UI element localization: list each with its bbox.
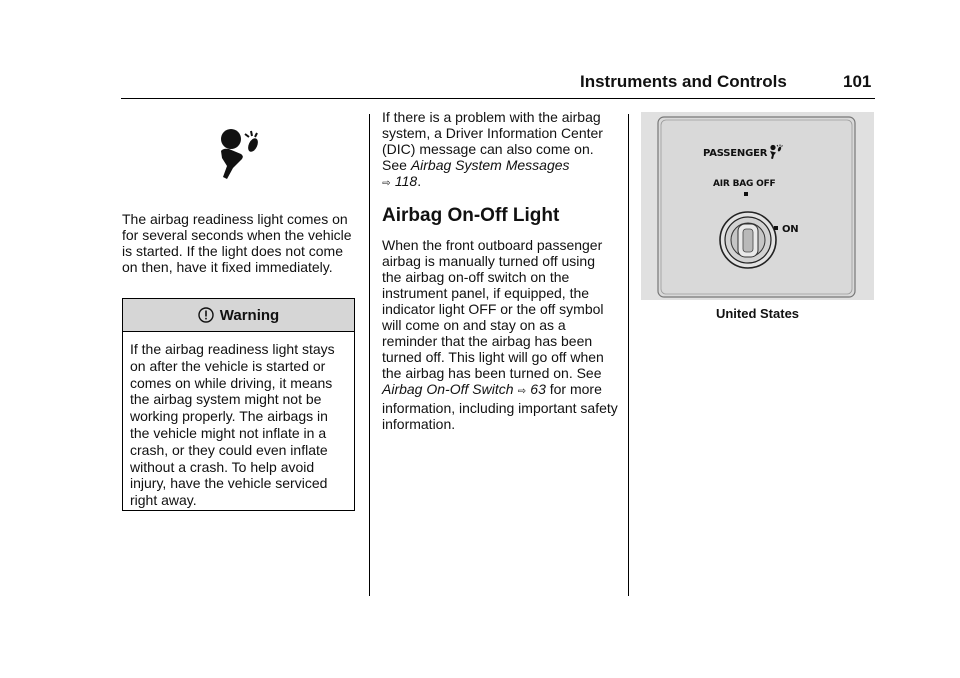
airbag-switch-figure [641,112,874,300]
column-divider-left [369,114,370,596]
warning-text: If the airbag readiness light stays on after the vehicle is started or comes on while driving, it means the airbag system might not be working properly. The airbags in the vehicle might not inflate in a crash, or they could even inflate without a crash. To help avoid injury, have the vehicle serviced right away. [130,341,335,509]
label-on: ON [782,224,799,235]
intro-paragraph: If there is a problem with the airbag system, a Driver Information Center (DIC) message can also come on. See Airbag System Messages ⇨ 118. [382,109,618,192]
page-number: 101 [843,72,872,91]
warning-header [123,299,354,332]
onoff-tail: for more information, including important safety information. [382,381,618,432]
onoff-text: When the front outboard passenger airbag is manually turned off using the airbag on-off switch on the instrument panel, if equipped, the indicator light OFF or the off symbol will come on and stay on as a reminder that the airbag has been turned off. This light will go off when the airbag has been turned on. See [382,237,604,381]
passenger-airbag-icon [768,144,784,160]
warning-title: Warning [219,306,280,324]
onoff-ref-page[interactable]: 63 [530,381,546,397]
column-divider-right [628,114,629,596]
label-passenger: PASSENGER [703,148,768,159]
onoff-ref-title[interactable]: Airbag On-Off Switch [382,381,514,397]
figure-caption: United States [715,306,800,321]
airbag-readiness-icon [213,128,265,180]
warning-box [122,298,355,511]
warning-triangle-icon [198,307,214,323]
switch-panel-drawing [641,112,874,300]
header-rule [121,98,875,99]
onoff-paragraph [382,237,618,432]
intro-ref-page[interactable]: 118 [394,173,418,189]
label-airbag-off: AIR BAG OFF [713,179,776,189]
page-ref-arrow-icon: ⇨ [382,178,391,189]
header-section-title: Instruments and Controls [580,72,787,91]
column-two [382,109,618,432]
section-heading: Airbag On-Off Light [382,205,560,226]
page-ref-arrow-icon: ⇨ [517,386,527,397]
readiness-paragraph: The airbag readiness light comes on for several seconds when the vehicle is started. If the light does not come on then, have it fixed immediately. [122,211,352,275]
intro-text: If there is a problem with the airbag system, a Driver Information Center (DIC) message can also come on. See [382,109,603,173]
intro-ref-title[interactable]: Airbag System Messages [410,157,570,173]
